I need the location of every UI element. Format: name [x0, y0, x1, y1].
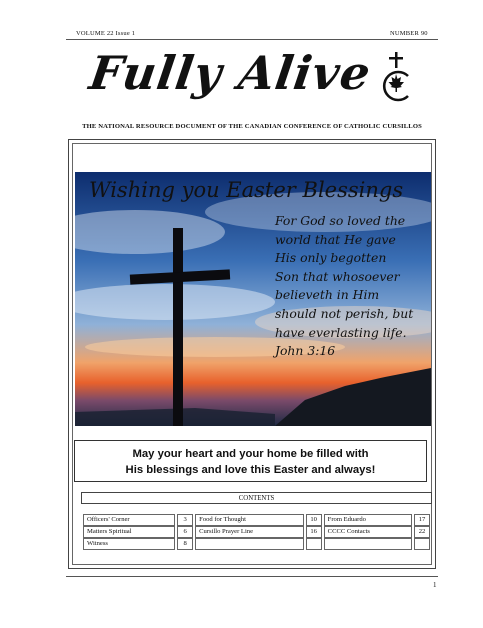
- verse-line: believeth in Him: [275, 287, 380, 303]
- verse-line: should not perish, but: [275, 305, 414, 321]
- blessing-line: His blessings and love this Easter and always!: [125, 464, 376, 476]
- issue-number: NUMBER 90: [390, 30, 428, 37]
- easter-blessing-box: [74, 440, 427, 482]
- table-row: [83, 538, 430, 550]
- volume-label: VOLUME 22 Issue 1: [76, 30, 136, 37]
- toc-title[interactable]: Witness: [83, 538, 175, 550]
- verse-line: world that He gave: [275, 231, 396, 247]
- toc-page: [306, 538, 322, 550]
- masthead-title: Fully Alive: [86, 46, 375, 100]
- verse-line: For God so loved the: [275, 213, 406, 228]
- verse-line: Son that whosoever: [275, 268, 400, 284]
- footer-divider: [66, 576, 438, 577]
- cover-headline: Wishing you Easter Blessings: [89, 178, 404, 202]
- blessing-line: May your heart and your home be filled with: [132, 448, 369, 460]
- toc-title[interactable]: Food for Thought: [195, 514, 304, 526]
- toc-title[interactable]: From Eduardo: [324, 514, 412, 526]
- cross-maple-leaf-logo-icon: [378, 52, 414, 104]
- toc-page: [414, 538, 430, 550]
- toc-page: 3: [177, 514, 193, 526]
- toc-title[interactable]: CCCC Contacts: [324, 526, 412, 538]
- toc-page: 22: [414, 526, 430, 538]
- toc-title[interactable]: Matters Spiritual: [83, 526, 175, 538]
- page-number: 1: [433, 581, 437, 589]
- table-row: [83, 514, 430, 526]
- header-divider: [66, 39, 438, 40]
- verse-line: His only begotten: [275, 250, 387, 266]
- toc-page: 10: [306, 514, 322, 526]
- toc-page: 17: [414, 514, 430, 526]
- toc-title[interactable]: Officers' Corner: [83, 514, 175, 526]
- verse-line: have everlasting life.: [275, 324, 407, 340]
- toc-title: [195, 538, 304, 550]
- easter-cover-photo: [75, 172, 431, 426]
- toc-page: 8: [177, 538, 193, 550]
- contents-heading: CONTENTS: [81, 492, 432, 504]
- toc-title[interactable]: Cursillo Prayer Line: [195, 526, 304, 538]
- bible-verse: [275, 212, 413, 361]
- table-of-contents: [81, 514, 432, 550]
- table-row: [83, 526, 430, 538]
- toc-page: 6: [177, 526, 193, 538]
- masthead-subtitle: THE NATIONAL RESOURCE DOCUMENT OF THE CANADIAN CONFERENCE OF CATHOLIC CURSILLOS: [82, 123, 422, 130]
- verse-reference: John 3:16: [275, 343, 336, 359]
- toc-page: 16: [306, 526, 322, 538]
- toc-title: [324, 538, 412, 550]
